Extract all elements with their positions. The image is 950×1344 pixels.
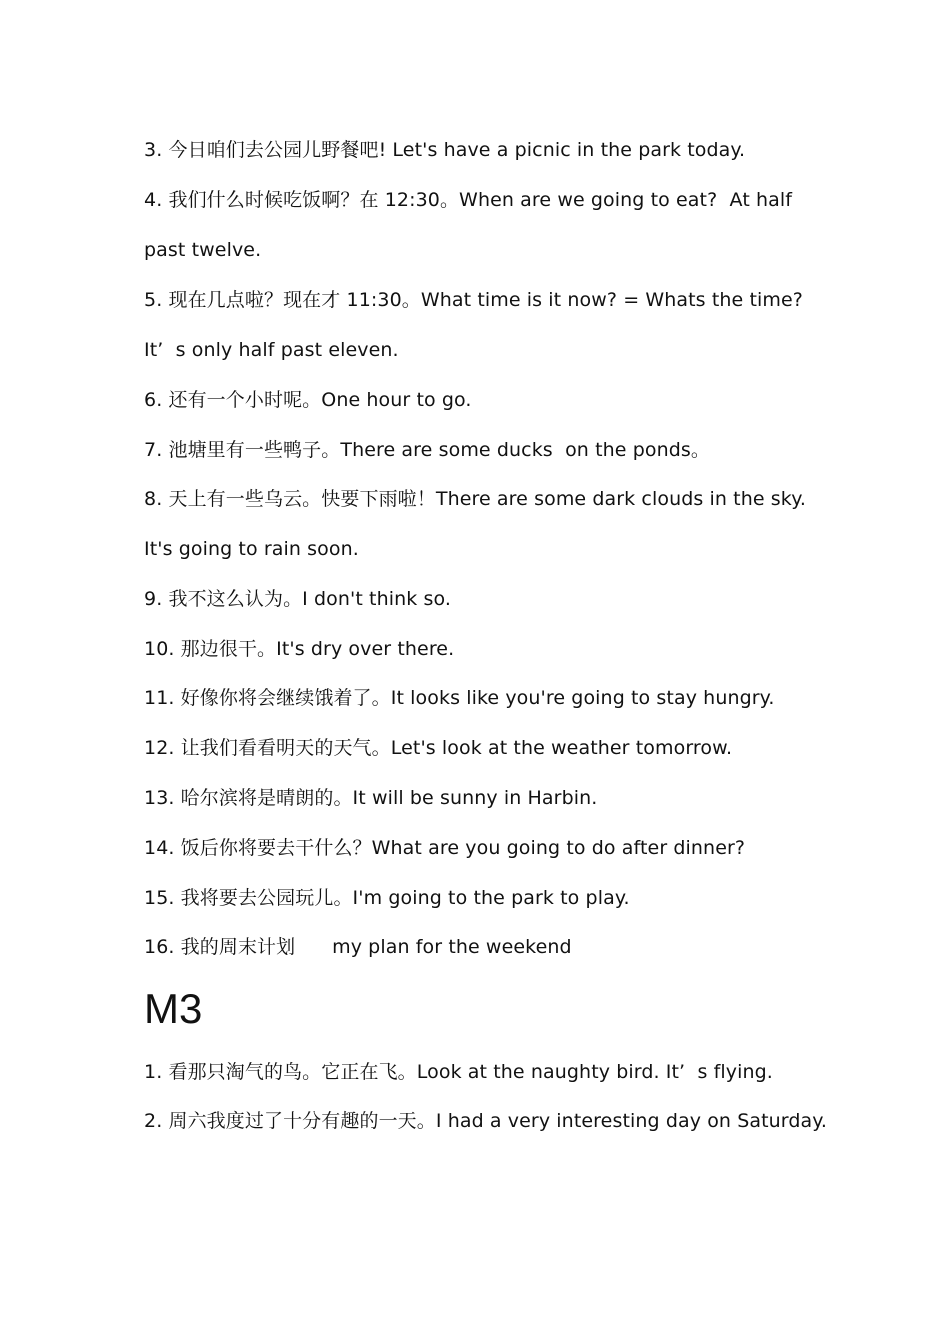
section-heading: M3 [144, 985, 203, 1032]
sentence-line: 8. 天上有一些乌云。快要下雨啦！There are some dark clouds in the sky. [144, 488, 806, 510]
sentence-line: 12. 让我们看看明天的天气。Let's look at the weather tomorrow. [144, 737, 733, 759]
sentence-line: 6. 还有一个小时呢。One hour to go. [144, 389, 472, 411]
sentence-line: 10. 那边很干。It's dry over there. [144, 638, 455, 660]
sentence-line: 13. 哈尔滨将是晴朗的。It will be sunny in Harbin. [144, 787, 598, 809]
sentence-line-continued: It’ s only half past eleven. [144, 339, 399, 361]
sentence-line: 14. 饭后你将要去干什么？What are you going to do after dinner? [144, 837, 746, 859]
sentence-line: 2. 周六我度过了十分有趣的一天。I had a very interesting day on Saturday. [144, 1110, 828, 1132]
sentence-line-continued: past twelve. [144, 239, 262, 261]
sentence-line: 9. 我不这么认为。I don't think so. [144, 588, 452, 610]
sentence-line: 3. 今日咱们去公园儿野餐吧! Let's have a picnic in the park today. [144, 139, 746, 161]
sentence-line: 11. 好像你将会继续饿着了。It looks like you're going to stay hungry. [144, 687, 775, 709]
sentence-line: 5. 现在几点啦？现在才 11:30。What time is it now? = Whats the time? [144, 289, 803, 311]
sentence-line: 1. 看那只淘气的鸟。它正在飞。Look at the naughty bird. It’ s flying. [144, 1061, 773, 1083]
sentence-line: 15. 我将要去公园玩儿。I'm going to the park to play. [144, 887, 630, 909]
sentence-line-continued: It's going to rain soon. [144, 538, 359, 560]
sentence-line: 16. 我的周末计划 my plan for the weekend [144, 936, 572, 958]
sentence-line: 7. 池塘里有一些鸭子。There are some ducks on the ponds。 [144, 439, 710, 461]
sentence-line: 4. 我们什么时候吃饭啊？在 12:30。When are we going to eat? At half [144, 189, 793, 211]
